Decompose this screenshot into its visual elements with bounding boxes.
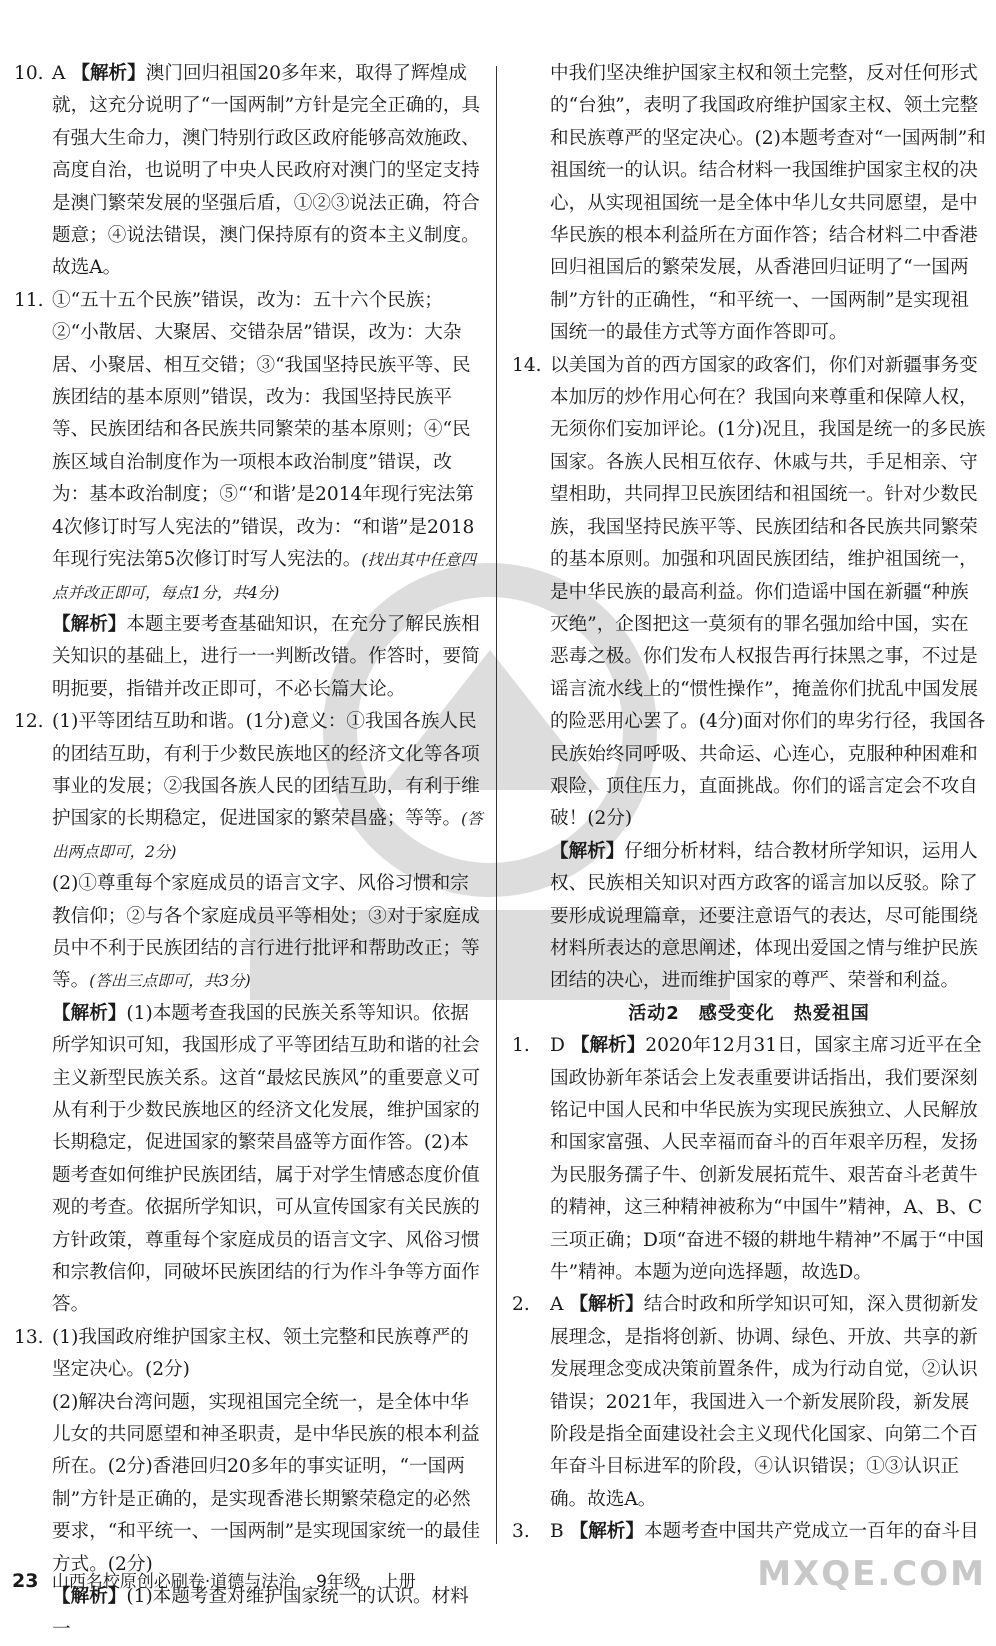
answer-text: ①“五十五个民族”错误，改为：五十六个民族；②“小散居、大聚居、交错杂居”错误，改为：大杂居、小聚居、相互交错；③“我国坚持民族平等、民族团结的基本原则”错误，改为：我国坚持民族平等、民族团结和各民族共同繁荣的基本原则；④“民族区域自治制度作为一项根本政治制度”错误，改为：基本政治制度；⑤“‘和谐’是2014年现行宪法第4次修订时写人宪法的”错误，改为：“和谐”是2018年现行宪法第5次修订时写人宪法的。 xyxy=(52,289,475,571)
answer-choice: D xyxy=(550,1035,565,1057)
answer-part-2-paragraph xyxy=(14,868,484,998)
analysis-continuation xyxy=(512,58,986,350)
question-number: 10. xyxy=(14,63,44,84)
page-footer xyxy=(12,1567,416,1592)
question-number: 14. xyxy=(512,354,542,376)
question-number: 11. xyxy=(14,289,44,311)
analysis-tag: 【解析】 xyxy=(569,1294,644,1316)
answer-item-3 xyxy=(512,1516,986,1548)
analysis-text: 澳门回归祖国20多年来，取得了辉煌成就，这充分说明了“一国两制”方针是完全正确的，具有强大生命力，澳门特别行政区政府能够高效施政、高度自治，也说明了中央人民政府对澳门的坚定支持是澳门繁荣发展的坚强后盾，①②③说法正确，符合题意；④说法错误，澳门保持原有的资本主义制度。故选A。 xyxy=(52,63,481,279)
analysis-tag: 【解析】 xyxy=(52,1586,127,1608)
analysis-text: 中我们坚决维护国家主权和领土完整，反对任何形式的“台独”，表明了我国政府维护国家主权、领土完整和民族尊严的坚定决心。(2)本题考查对“一国两制”和祖国统一的认识。结合材料一我国维护国家主权的决心，从实现祖国统一是全体中华儿女共同愿望，是中华民族的根本利益所在方面作答；结合材料二中香港回归祖国后的繁荣发展，从香港回归证明了“一国两制”方针的正确性，“和平统一、一国两制”是实现祖国统一的最佳方式等方面作答即可。 xyxy=(550,63,986,344)
analysis-paragraph xyxy=(14,998,484,1322)
analysis-text: 2020年12月31日，国家主席习近平在全国政协新年茶话会上发表重要讲话指出，我们要深刻铭记中国人民和中华民族为实现民族独立、人民解放和国家富强、人民幸福而奋斗的百年艰辛历程，发扬为民服务孺子牛、创新发展拓荒牛、艰苦奋斗老黄牛的精神，这三种精神被称为“中国牛”精神，A、B、C三项正确；D项“奋进不辍的耕地牛精神”不属于“中国牛”精神。本题为逆向选择题，故选D。 xyxy=(550,1035,984,1284)
answer-part-1: (1)我国政府维护国家主权、领土完整和民族尊严的坚定决心。(2分) xyxy=(52,1326,469,1381)
answer-part-2: (2)①尊重每个家庭成员的语言文字、风俗习惯和宗教信仰；②与各个家庭成员平等相处；③对于家庭成员中不利于民族团结的言行进行批评和帮助改正；等等。 xyxy=(52,873,480,992)
answer-item-1 xyxy=(512,1030,986,1289)
answer-text: 以美国为首的西方国家的政客们，你们对新疆事务变本加厉的炒作用心何在？我国向来尊重和保障人权，无须你们妄加评论。(1分)况且，我国是统一的多民族国家。各族人民相互依存、休戚与共，手足相亲、守望相助，共同捍卫民族团结和祖国统一。针对少数民族，我国坚持民族平等、民族团结和各民族共同繁荣的基本原则。加强和巩固民族团结，维护祖国统一，是中华民族的最高利益。你们造谣中国在新疆“种族灭绝”，企图把这一莫须有的罪名强加给中国，实在恶毒之极。你们发布人权报告再行抹黑之事，不过是谣言流水线上的“惯性操作”，掩盖你们扰乱中国发展的险恶用心罢了。(4分)面对你们的卑劣行径，我国各民族始终同呼吸、共命运、心连心，克服种种困难和艰险，顶住压力，直面挑战。你们的谣言定会不攻自破！(2分) xyxy=(550,354,986,830)
answer-item-12 xyxy=(14,706,484,868)
analysis-tag: 【解析】 xyxy=(550,840,625,862)
question-number: 13. xyxy=(14,1326,44,1348)
analysis-paragraph xyxy=(512,836,986,998)
answer-item-13 xyxy=(14,1322,484,1387)
analysis-paragraph xyxy=(14,609,484,706)
analysis-text: (1)本题考查对维护国家统一的认识。材料一 xyxy=(52,1586,469,1640)
answer-item-11 xyxy=(14,285,484,609)
analysis-tag: 【解析】 xyxy=(71,63,146,84)
score-note: (答出两点即可，2分) xyxy=(52,810,483,861)
analysis-tag: 【解析】 xyxy=(570,1035,646,1057)
answer-part-1: (1)平等团结互助和谐。(1分)意义：①我国各族人民的团结互助，有利于少数民族地区的经济文化等各项事业的发展；②我国各族人民的团结互助，有利于维护国家的长期稳定，促进国家的繁荣昌盛；等等。 xyxy=(52,711,480,830)
section-heading: 活动2 感受变化 热爱祖国 xyxy=(628,1002,870,1024)
analysis-tag: 【解析】 xyxy=(569,1521,644,1543)
answer-part-2: (2)解决台湾问题，实现祖国完全统一，是全体中华儿女的共同愿望和神圣职责，是中华民族的根本利益所在。(2分)香港回归20多年的事实证明，“一国两制”方针是正确的，是实现香港长期繁荣稳定的必然要求，“和平统一、一国两制”是实现国家统一的最佳方式。(2分) xyxy=(52,1391,481,1575)
question-number: 1. xyxy=(512,1035,530,1057)
page-number: 23 xyxy=(12,1570,39,1592)
answer-part-2-paragraph xyxy=(14,1387,484,1581)
grade-label: 9年级 xyxy=(316,1572,361,1592)
answer-item-14 xyxy=(512,350,986,836)
analysis-text: 仔细分析材料，结合教材所学知识，运用人权、民族相关知识对西方政客的谣言加以反驳。除了要形成说理篇章，还要注意语气的表达，尽可能围绕材料所表达的意思阐述，体现出爱国之情与维护民族团结的决心，进而维护国家的尊严、荣誉和利益。 xyxy=(550,840,978,992)
answer-choice: B xyxy=(550,1521,564,1543)
question-number: 3. xyxy=(512,1521,530,1543)
analysis-text: 本题考查中国共产党成立一百年的奋斗目 xyxy=(643,1521,979,1543)
site-watermark: MXQE.COM xyxy=(757,1554,986,1594)
analysis-tag: 【解析】 xyxy=(52,613,127,635)
answer-choice: A xyxy=(550,1294,564,1316)
answer-item-2 xyxy=(512,1289,986,1516)
analysis-text: 本题主要考查基础知识，在充分了解民族相关知识的基础上，进行一一判断改错。作答时，要简明扼要，指错并改正即可，不必长篇大论。 xyxy=(52,613,480,700)
analysis-tag: 【解析】 xyxy=(52,1002,127,1024)
score-note: (找出其中任意四点并改正即可，每点1分，共4分) xyxy=(52,551,476,602)
left-column xyxy=(14,58,484,1646)
answer-item-10 xyxy=(14,58,484,285)
analysis-text: 结合时政和所学知识可知，深入贯彻新发展理念，是指将创新、协调、绿色、开放、共享的新发展理念变成决策前置条件，成为行动自觉，②认识错误；2021年，我国进入一个新发展阶段，新发展阶段是指全面建设社会主义现代化国家、向第二个百年奋斗目标进军的阶段，④认识错误；①③认识正确。故选A。 xyxy=(550,1294,979,1510)
analysis-text: (1)本题考查我国的民族关系等知识。依据所学知识可知，我国形成了平等团结互助和谐的社会主义新型民族关系。这首“最炫民族风”的重要意义可从有利于少数民族地区的经济文化发展，维护国家的长期稳定，促进国家的繁荣昌盛等方面作答。(2)本题考查如何维护民族团结，属于对学生情感态度价值观的考查。依据所学知识，可从宣传国家有关民族的方针政策，尊重每个家庭成员的语言文字、风俗习惯和宗教信仰，同破坏民族团结的行为作斗争等方面作答。 xyxy=(52,1002,481,1316)
question-number: 12. xyxy=(14,711,44,733)
answer-choice: A xyxy=(52,63,66,84)
right-column xyxy=(512,58,986,1549)
question-number: 2. xyxy=(512,1294,530,1316)
column-divider xyxy=(496,66,497,1544)
score-note: (答出三点即可，共3分) xyxy=(89,972,251,991)
book-title: 山西名校原创必刷卷·道德与法治 xyxy=(51,1572,296,1592)
volume-label: 上册 xyxy=(381,1572,416,1592)
